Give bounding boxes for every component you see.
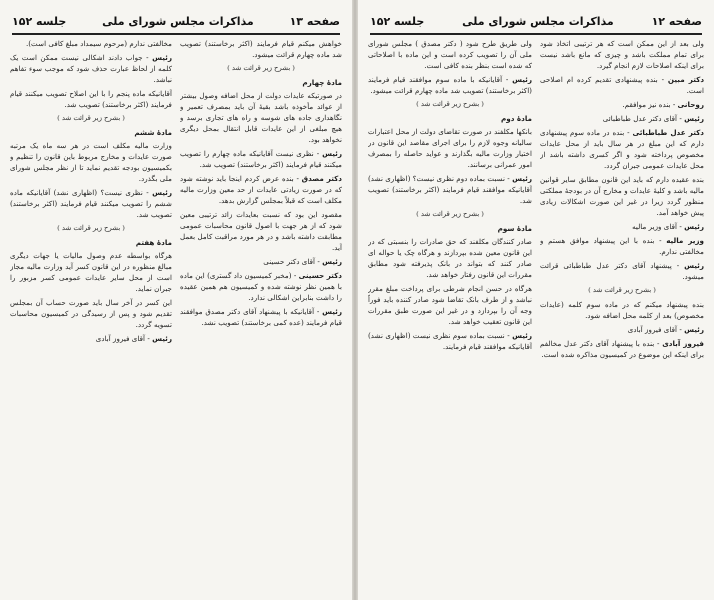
article-heading: مادهٔ چهارم	[302, 78, 342, 87]
left-session-label: جلسه ۱۵۲	[12, 14, 67, 28]
speaker-paragraph: رئیس - نظری نیست؟ (اظهاری نشد) آقایانیکه ماده ششم را تصویب میکنند قیام فرمایند (اکثر برخاستند) تصویب شد.	[10, 188, 172, 219]
speaker-paragraph: دکتر عدل طباطبائی - بنده در ماده سوم پیشنهادی دارم که این مبلغ در هر سال باید از محل عایدات مخصوص پرداخته شود و اگر کسری داشته باشد از محل عایدات عمومی جبران گردد.	[540, 128, 704, 170]
speaker-paragraph: رئیس - آقای فیروز آبادی	[627, 325, 704, 334]
speech-text: آقای فیروز آبادی	[95, 334, 146, 343]
left-page-number: صفحه ۱۳	[289, 14, 340, 28]
left-header-rule	[12, 33, 340, 35]
speaker-paragraph: وزیر مالیه - بنده با این پیشنهاد موافق هستم و مخالفتی ندارم.	[540, 236, 704, 256]
speech-text: آقای دکتر حسینی	[263, 257, 316, 266]
speaker-paragraph: رئیس - آقایانیکه با پیشنهاد آقای دکتر مصدق موافقند قیام فرمایند (عده کمی برخاستند) تصویب نشد.	[180, 307, 342, 327]
speaker-name: دکتر مبین	[667, 75, 704, 84]
body-paragraph: مخالفتی ندارم (مرحوم سیمداد مبلغ کافی است).	[25, 39, 172, 48]
speech-text: بنده در ماده سوم پیشنهادی دارم که این مبلغ در هر سال باید از محل عایدات مخصوص پرداخته شود و اگر کسری داشته باشد از محل عایدات عمومی جبران گردد.	[540, 128, 704, 170]
body-paragraph: ولی بعد از این ممکن است که هر ترتیبی اتخاذ شود برای تمام مملکت باشد و چیزی که مانع باشد نیست برای اینکه اصلاحات لازم انجام گیرد.	[540, 39, 704, 70]
speaker-paragraph: روحانی - بنده نیز موافقم.	[622, 100, 704, 109]
body-paragraph: ولی طریق طرح شود ( دکتر مصدق ) مجلس شورای ملی آن را تصویب کرده است و این ماده با اصلاحاتی که شده است بنظر بنده کافی است.	[368, 39, 532, 70]
speech-text: بنده پیشنهادی تقدیم کرده ام اصلاحی است.	[540, 75, 704, 95]
speaker-paragraph: رئیس - آقای دکتر حسینی	[263, 257, 342, 266]
speaker-paragraph: رئیس - آقایانیکه با ماده سوم موافقند قیام فرمایند (اکثر برخاستند) تصویب شد ماده چهارم قرائت میشود.	[368, 75, 532, 95]
speech-text: آقای دکتر عدل طباطبائی	[602, 114, 678, 123]
article-heading: مادهٔ ششم	[134, 128, 172, 137]
article-heading: مادهٔ دوم	[500, 114, 532, 123]
speaker-name: رئیس	[322, 307, 342, 316]
right-page-col-left	[368, 38, 532, 592]
right-page-header	[370, 10, 702, 32]
right-page	[358, 0, 714, 600]
stage-direction: ( بشرح زیر قرائت شد )	[588, 286, 656, 294]
speech-text: نظری نیست؟ (اظهاری نشد) آقایانیکه ماده ششم را تصویب میکنند قیام فرمایند (اکثر برخاستند) تصویب شد.	[10, 188, 172, 219]
speaker-name: روحانی	[677, 100, 704, 109]
article-heading: مادهٔ سوم	[497, 224, 532, 233]
body-paragraph: در صورتیکه عایدات دولت از محل اضافه وصول بیشتر از عوائد مأخوذه باشد بقیهٔ آن باید بمصرف تعمیر و نگاهداری جاده های شوسه و راه های تجاری برسد و هیچ مبلغی از این عایدات قابل انتقال بمحل دیگری نخواهد بود.	[180, 91, 342, 144]
left-page	[0, 0, 352, 600]
left-page-columns	[10, 38, 342, 592]
right-running-title: مذاکرات مجلس شورای ملی	[462, 14, 614, 28]
right-session-label: جلسه ۱۵۲	[370, 14, 425, 28]
article-heading: مادهٔ هفتم	[135, 238, 172, 247]
body-paragraph: هرگاه در حسن انجام شرطی برای پرداخت مبلغ مقرر نباشد و از طرف بانک تقاضا شود صادر کننده باید فوراً وجه آن را بپردازد و در غیر این صورت طبق مقررات این قانون تعقیب خواهد شد.	[368, 284, 532, 326]
speaker-name: رئیس	[322, 257, 342, 266]
left-running-title: مذاکرات مجلس شورای ملی	[102, 14, 254, 28]
speaker-paragraph: دکتر حسینی - (مخبر کمیسیون داد گستری) این ماده با همین نظر نوشته شده و کمیسیون هم همین عقیده را داشت بنابراین اشکالی ندارد.	[180, 271, 342, 302]
speaker-name: دکتر عدل طباطبائی	[632, 128, 704, 137]
body-paragraph: مقصود این بود که نسبت بعایدات زائد ترتیبی معین شود که از هر جهت با اصول قانون محاسبات عمومی مطابقت داشته باشد و در هر مورد مراقبت کامل بعمل آید.	[180, 210, 342, 252]
speech-text: جواب دادند اشکالی نیست ممکن است یک کلمه از لحاظ عبارت حذف شود که موجب سوء تفاهم نباشد.	[10, 53, 172, 84]
speech-text: پیشنهاد آقای دکتر عدل طباطبائی قرائت میشود.	[540, 261, 704, 281]
speech-text: آقایانیکه با ماده سوم موافقند قیام فرمایند (اکثر برخاستند) تصویب شد ماده چهارم قرائت میشود.	[368, 75, 532, 95]
right-page-columns	[368, 38, 704, 592]
speaker-name: رئیس	[152, 188, 172, 197]
speaker-paragraph: رئیس - جواب دادند اشکالی نیست ممکن است یک کلمه از لحاظ عبارت حذف شود که موجب سوء تفاهم نباشد.	[10, 53, 172, 84]
right-header-rule	[370, 33, 702, 35]
speech-text: آقای فیروز آبادی	[627, 325, 678, 334]
body-paragraph: بنده پیشنهاد میکنم که در ماده سوم کلمه (عایدات مخصوص) بعد از کلمه محل اضافه شود.	[540, 300, 704, 320]
stage-direction: ( بشرح زیر قرائت شد )	[416, 210, 484, 218]
body-paragraph: آقایانیکه ماده پنجم را با این اصلاح تصویب میکنند قیام فرمایند (اکثر برخاستند) تصویب شد.	[10, 89, 172, 109]
speaker-paragraph: رئیس - نظری نیست آقایانیکه ماده چهارم را تصویب میکنند قیام فرمایند (اکثر برخاستند) تصویب شد.	[180, 149, 342, 169]
speech-text: (مخبر کمیسیون داد گستری) این ماده با همین نظر نوشته شده و کمیسیون هم همین عقیده را داشت بنابراین اشکالی ندارد.	[180, 271, 342, 302]
speech-text: بنده عرض کردم اینجا باید نوشته شود که در صورت زیادتی عایدات از حد معین وزارت مالیه مکلف است که قبلاً بمجلس گزارش بدهد.	[180, 174, 342, 205]
body-paragraph: بانکها مکلفند در صورت تقاضای دولت از محل اعتبارات سالیانه وجوه لازم را برای اجرای مقاصد این قانون در اختیار وزارت مالیه بگذارند و عواید حاصله را بمصرف امور عمرانی برسانند.	[368, 127, 532, 169]
speaker-paragraph: رئیس - آقای وزیر مالیه	[632, 222, 704, 231]
body-paragraph: خواهش میکنم قیام فرمایند (اکثر برخاستند) تصویب شد ماده چهارم قرائت میشود.	[180, 39, 342, 59]
left-page-header	[12, 10, 340, 32]
speaker-name: رئیس	[684, 325, 704, 334]
speech-text: نسبت بماده سوم نظری نیست (اظهاری نشد) آقایانیکه موافقند قیام فرمایند.	[368, 331, 532, 351]
speaker-name: رئیس	[684, 222, 704, 231]
stage-direction: ( بشرح زیر قرائت شد )	[57, 114, 125, 122]
speaker-paragraph: دکتر مصدق - بنده عرض کردم اینجا باید نوشته شود که در صورت زیادتی عایدات از حد معین وزارت مالیه مکلف است که قبلاً بمجلس گزارش بدهد.	[180, 174, 342, 205]
speaker-name: رئیس	[512, 75, 532, 84]
speaker-name: رئیس	[152, 53, 172, 62]
speech-text: بنده با پیشنهاد آقای دکتر عدل مخالفم برای اینکه این موضوع در کمیسیون مذاکره شده است.	[540, 339, 704, 359]
speaker-paragraph: رئیس - آقای دکتر عدل طباطبائی	[602, 114, 704, 123]
speaker-name: رئیس	[684, 261, 704, 270]
speaker-name: وزیر مالیه	[666, 236, 704, 245]
speaker-name: رئیس	[684, 114, 704, 123]
speaker-paragraph: رئیس - نسبت بماده سوم نظری نیست (اظهاری نشد) آقایانیکه موافقند قیام فرمایند.	[368, 331, 532, 351]
left-page-col-left	[10, 38, 172, 592]
speech-text: بنده نیز موافقم.	[622, 100, 671, 109]
stage-direction: ( بشرح زیر قرائت شد )	[57, 224, 125, 232]
stage-direction: ( بشرح زیر قرائت شد )	[416, 100, 484, 108]
speaker-name: دکتر حسینی	[298, 271, 342, 280]
body-paragraph: بنده عقیده دارم که باید این قانون مطابق سایر قوانین مالیه باشد و کلیهٔ عایدات و مخارج آن در بودجهٔ مملکتی منظور گردد زیرا در غیر این صورت اشکالات زیادی پیش خواهد آمد.	[540, 175, 704, 217]
speech-text: نظری نیست آقایانیکه ماده چهارم را تصویب میکنند قیام فرمایند (اکثر برخاستند) تصویب شد.	[180, 149, 342, 169]
speaker-paragraph: رئیس - پیشنهاد آقای دکتر عدل طباطبائی قرائت میشود.	[540, 261, 704, 281]
speech-text: نسبت بماده دوم نظری نیست؟ (اظهاری نشد) آقایانیکه موافقند قیام فرمایند (اکثر برخاستند) تصویب شد.	[368, 174, 532, 205]
speaker-name: رئیس	[512, 331, 532, 340]
speaker-name: دکتر مصدق	[301, 174, 342, 183]
body-paragraph: وزارت مالیه مکلف است در هر سه ماه یک مرتبه صورت عایدات و مخارج مربوط باین قانون را تنظیم و بکمیسیون بودجه تقدیم نماید تا از نظر مجلس شورای ملی بگذرد.	[10, 141, 172, 183]
right-page-col-right	[540, 38, 704, 592]
speaker-name: فیروز آبادی	[662, 339, 704, 348]
speaker-name: رئیس	[322, 149, 342, 158]
speaker-paragraph: دکتر مبین - بنده پیشنهادی تقدیم کرده ام اصلاحی است.	[540, 75, 704, 95]
speaker-paragraph: رئیس - نسبت بماده دوم نظری نیست؟ (اظهاری نشد) آقایانیکه موافقند قیام فرمایند (اکثر برخاستند) تصویب شد.	[368, 174, 532, 205]
speaker-name: رئیس	[152, 334, 172, 343]
speech-text: آقای وزیر مالیه	[632, 222, 678, 231]
speaker-paragraph: رئیس - آقای فیروز آبادی	[95, 334, 172, 343]
speech-text: بنده با این پیشنهاد موافق هستم و مخالفتی ندارم.	[540, 236, 704, 256]
stage-direction: ( بشرح زیر قرائت شد )	[227, 64, 295, 72]
right-page-number: صفحه ۱۲	[651, 14, 702, 28]
body-paragraph: هرگاه بواسطه عدم وصول مالیات یا جهات دیگری مبالغ منظوره در این قانون کسر آید وزارت مالیه مجاز است از محل سایر عایدات عمومی کسر مزبور را جبران نماید.	[10, 251, 172, 293]
body-paragraph: این کسر در آخر سال باید صورت حساب آن بمجلس تقدیم شود و پس از رسیدگی در کمیسیون محاسبات تسویه گردد.	[10, 298, 172, 329]
body-paragraph: صادر کنندگان مکلفند که حق صادرات را بنسبتی که در این قانون معین شده بپردازند و هرگاه چک یا حواله ای صادر کنند که بتواند در بانک پذیرفته شود مطابق مقررات این قانون رفتار خواهد شد.	[368, 237, 532, 279]
speaker-paragraph: فیروز آبادی - بنده با پیشنهاد آقای دکتر عدل مخالفم برای اینکه این موضوع در کمیسیون مذاکره شده است.	[540, 339, 704, 359]
left-page-col-right	[180, 38, 342, 592]
speaker-name: رئیس	[512, 174, 532, 183]
speech-text: آقایانیکه با پیشنهاد آقای دکتر مصدق موافقند قیام فرمایند (عده کمی برخاستند) تصویب نشد.	[180, 307, 342, 327]
